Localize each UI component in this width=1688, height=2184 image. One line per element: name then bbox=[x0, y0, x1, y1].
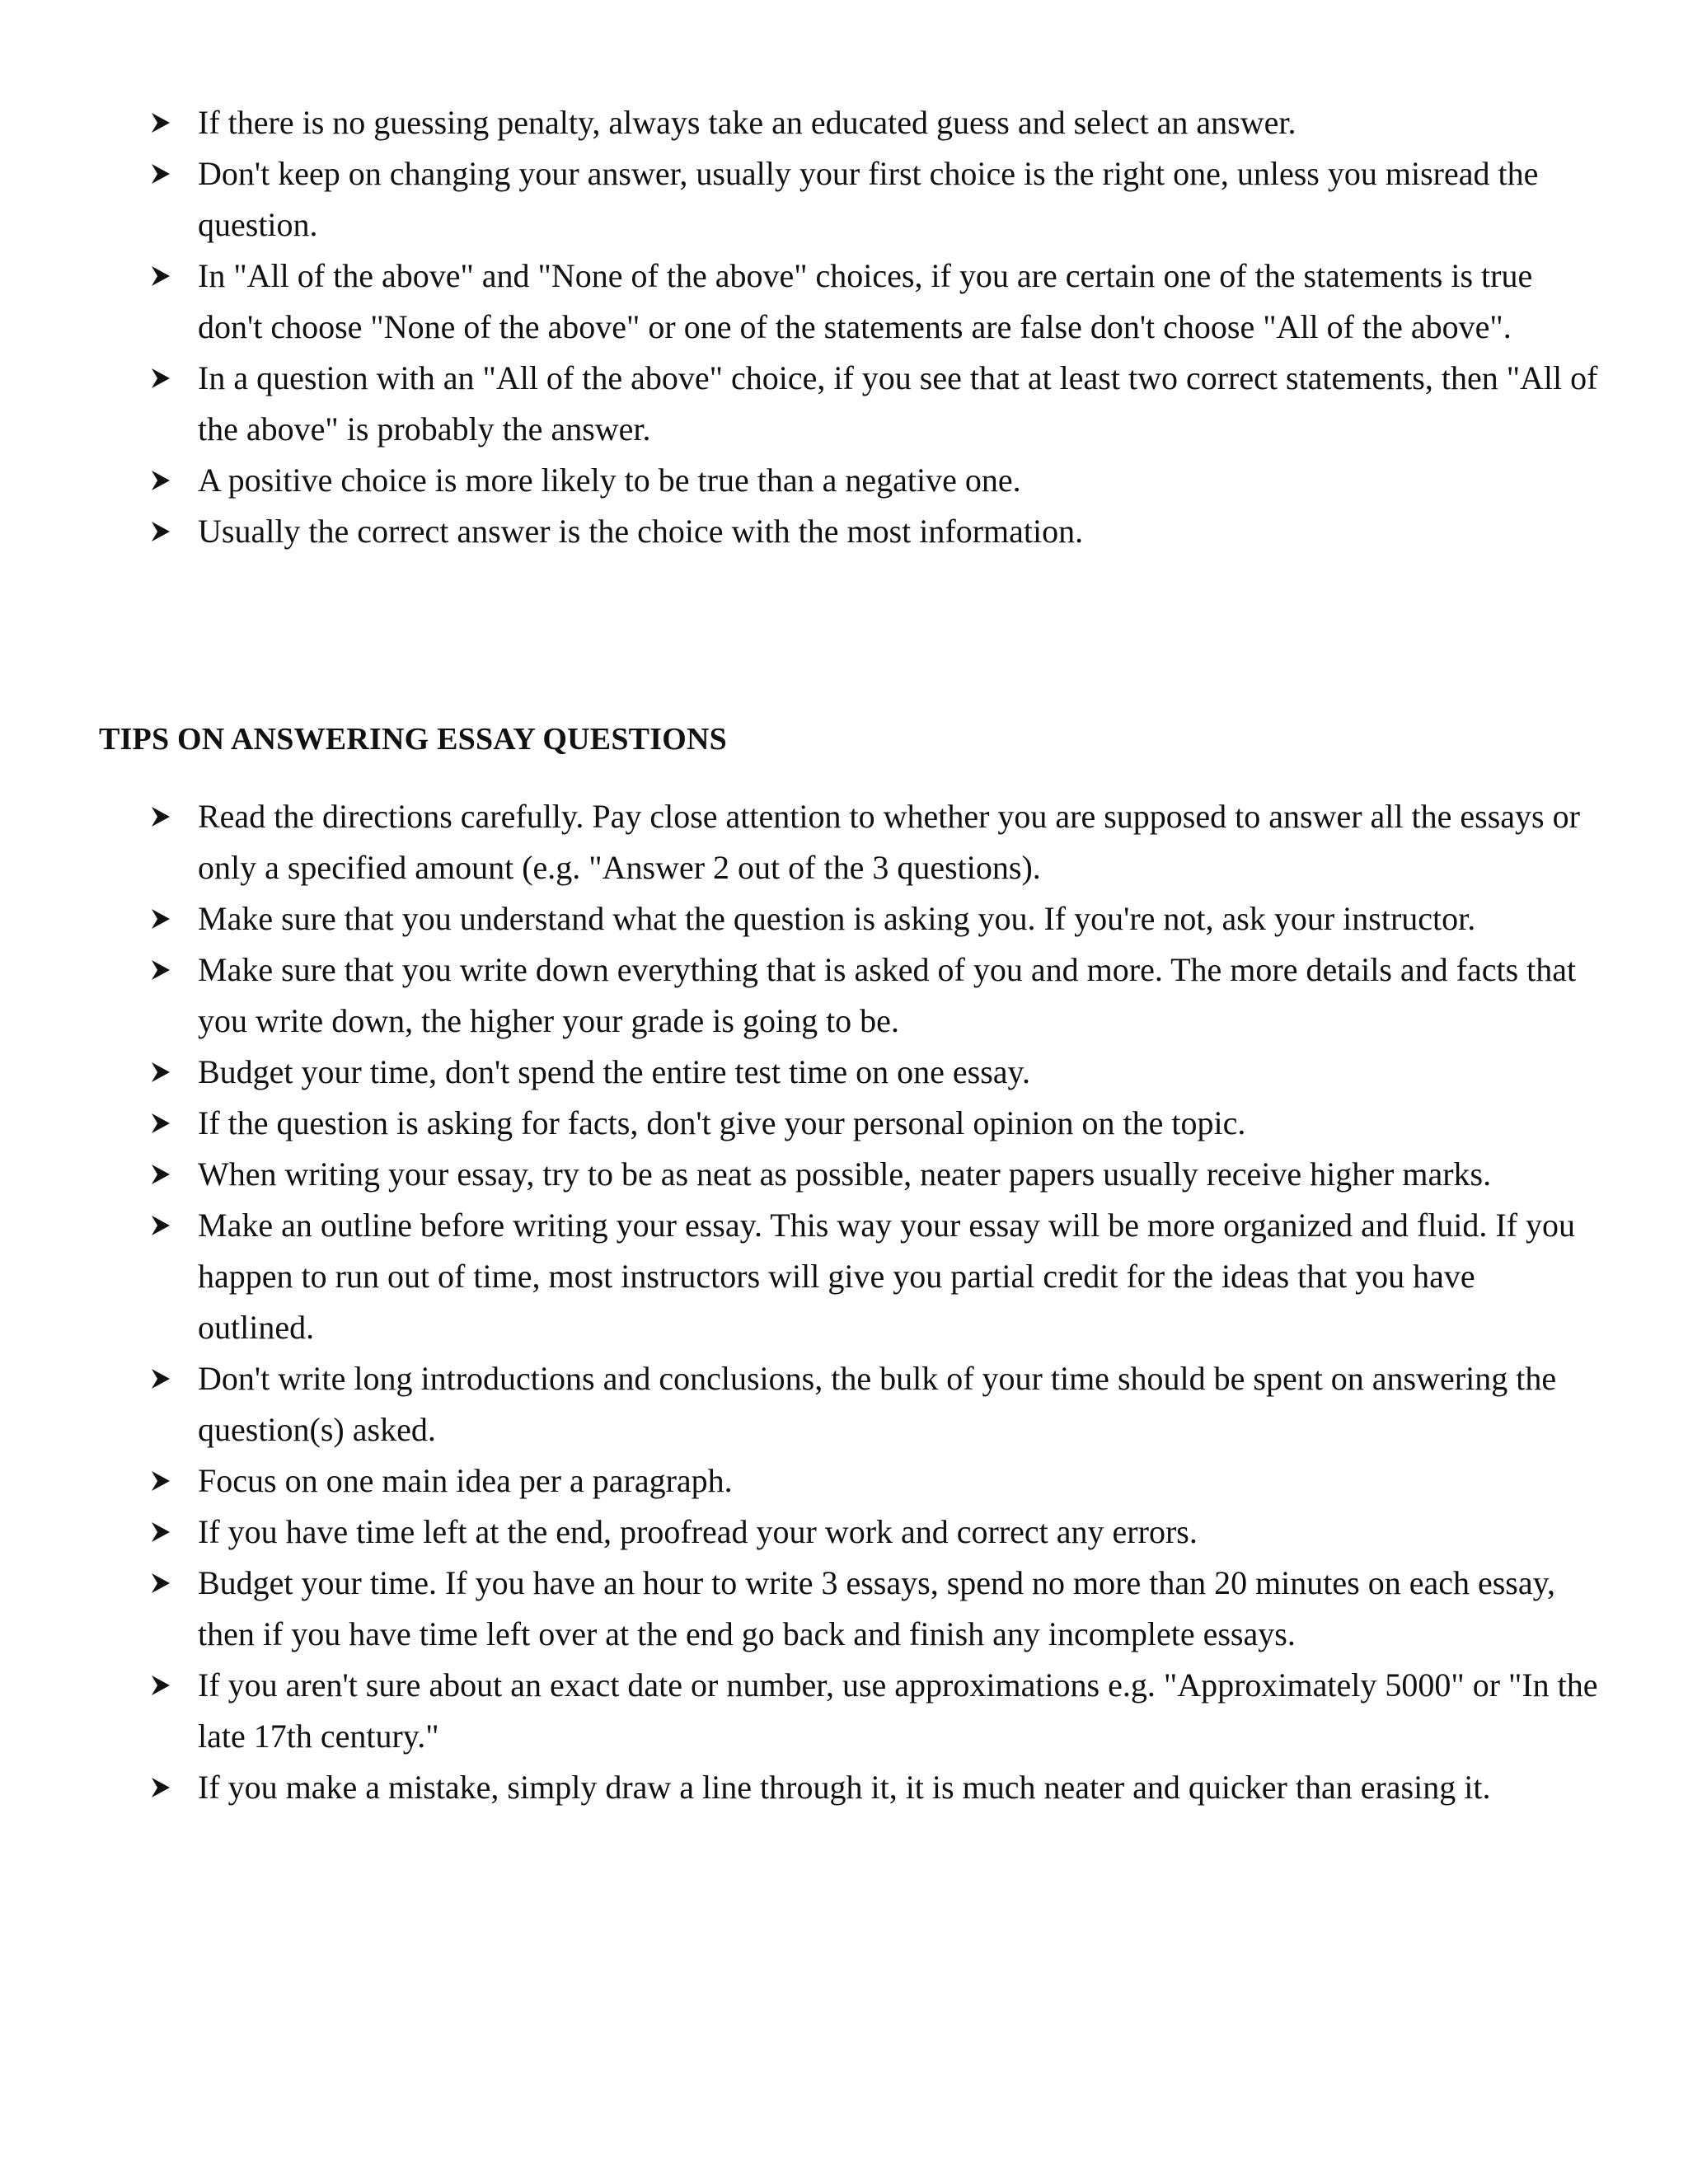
list-item bbox=[148, 1353, 1599, 1455]
arrowhead-bullet-icon bbox=[148, 506, 173, 557]
list-item-text: A positive choice is more likely to be true than a negative one. bbox=[198, 462, 1021, 499]
arrowhead-bullet-icon bbox=[148, 1047, 173, 1098]
list-item bbox=[148, 455, 1599, 506]
list-item bbox=[148, 148, 1599, 251]
arrowhead-bullet-icon bbox=[148, 148, 173, 199]
list-item bbox=[148, 1149, 1599, 1200]
list-item bbox=[148, 944, 1599, 1047]
arrowhead-bullet-icon bbox=[148, 1200, 173, 1251]
arrowhead-bullet-icon bbox=[148, 1558, 173, 1609]
list-item bbox=[148, 353, 1599, 455]
list-item bbox=[148, 97, 1599, 148]
list-item-text: Make an outline before writing your essay. This way your essay will be more organized and fluid. If you happen to run out of time, most instructors will give you partial credit for the ideas that you have outlined. bbox=[198, 1207, 1576, 1346]
arrowhead-bullet-icon bbox=[148, 455, 173, 506]
list-item bbox=[148, 251, 1599, 353]
arrowhead-bullet-icon bbox=[148, 1098, 173, 1149]
multiple-choice-tips-list bbox=[148, 97, 1599, 557]
list-item-text: Make sure that you understand what the question is asking you. If you're not, ask your instructor. bbox=[198, 900, 1476, 937]
list-item bbox=[148, 1507, 1599, 1558]
list-item bbox=[148, 1660, 1599, 1762]
arrowhead-bullet-icon bbox=[148, 1660, 173, 1711]
list-item-text: If you have time left at the end, proofread your work and correct any errors. bbox=[198, 1513, 1198, 1550]
list-item-text: Focus on one main idea per a paragraph. bbox=[198, 1462, 733, 1499]
list-item bbox=[148, 893, 1599, 944]
list-item bbox=[148, 1200, 1599, 1353]
list-item-text: Budget your time. If you have an hour to write 3 essays, spend no more than 20 minutes on each essay, then if you have time left over at the end go back and finish any incomplete essays. bbox=[198, 1564, 1556, 1652]
section-heading: TIPS ON ANSWERING ESSAY QUESTIONS bbox=[99, 722, 727, 757]
arrowhead-bullet-icon bbox=[148, 893, 173, 944]
list-item-text: Budget your time, don't spend the entire test time on one essay. bbox=[198, 1053, 1030, 1090]
arrowhead-bullet-icon bbox=[148, 791, 173, 842]
list-item bbox=[148, 1047, 1599, 1098]
list-item bbox=[148, 1098, 1599, 1149]
list-item-text: Read the directions carefully. Pay close attention to whether you are supposed to answer all the essays or only a specified amount (e.g. "Answer 2 out of the 3 questions). bbox=[198, 798, 1580, 886]
list-item-text: In a question with an "All of the above" choice, if you see that at least two correct statements, then "All of the above" is probably the answer. bbox=[198, 359, 1598, 448]
arrowhead-bullet-icon bbox=[148, 97, 173, 148]
arrowhead-bullet-icon bbox=[148, 1149, 173, 1200]
list-item-text: Usually the correct answer is the choice with the most information. bbox=[198, 513, 1084, 550]
arrowhead-bullet-icon bbox=[148, 1455, 173, 1507]
arrowhead-bullet-icon bbox=[148, 251, 173, 302]
essay-tips-list bbox=[148, 791, 1599, 1813]
arrowhead-bullet-icon bbox=[148, 353, 173, 404]
list-item-text: In "All of the above" and "None of the above" choices, if you are certain one of the statements is true don't choose "None of the above" or one of the statements are false don't choose "All of the above". bbox=[198, 257, 1533, 345]
list-item bbox=[148, 506, 1599, 557]
list-item-text: If you aren't sure about an exact date or number, use approximations e.g. "Approximately 5000" or "In the late 17th century." bbox=[198, 1666, 1598, 1755]
list-item-text: If there is no guessing penalty, always take an educated guess and select an answer. bbox=[198, 104, 1296, 141]
arrowhead-bullet-icon bbox=[148, 1353, 173, 1404]
list-item-text: Don't write long introductions and conclusions, the bulk of your time should be spent on answering the question(s) asked. bbox=[198, 1360, 1557, 1448]
list-item bbox=[148, 1455, 1599, 1507]
list-item bbox=[148, 1558, 1599, 1660]
list-item-text: If you make a mistake, simply draw a line through it, it is much neater and quicker than erasing it. bbox=[198, 1769, 1491, 1806]
list-item bbox=[148, 1762, 1599, 1813]
list-item-text: Don't keep on changing your answer, usually your first choice is the right one, unless you misread the question. bbox=[198, 155, 1539, 243]
arrowhead-bullet-icon bbox=[148, 1762, 173, 1813]
arrowhead-bullet-icon bbox=[148, 944, 173, 996]
list-item bbox=[148, 791, 1599, 893]
list-item-text: When writing your essay, try to be as neat as possible, neater papers usually receive higher marks. bbox=[198, 1155, 1492, 1193]
arrowhead-bullet-icon bbox=[148, 1507, 173, 1558]
list-item-text: If the question is asking for facts, don't give your personal opinion on the topic. bbox=[198, 1104, 1246, 1141]
list-item-text: Make sure that you write down everything that is asked of you and more. The more details and facts that you write down, the higher your grade is going to be. bbox=[198, 951, 1577, 1039]
